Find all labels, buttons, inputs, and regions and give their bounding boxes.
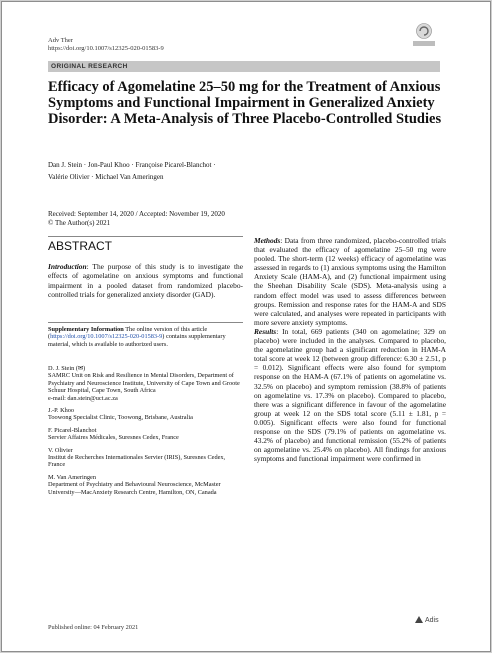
article-dates [48,210,225,227]
journal-header [48,37,164,53]
methods-label: Methods [254,236,281,245]
affiliation-name: D. J. Stein (✉) [48,365,86,372]
publisher-logo [415,616,439,624]
affiliation-address: Servier Affaires Médicales, Suresnes Cedex, France [48,434,179,442]
affiliation-name: V. Olivier [48,446,73,454]
affiliation-name: M. Van Ameringen [48,473,96,481]
check-for-updates-logo[interactable] [410,22,438,48]
introduction-label: Introduction [48,262,87,271]
affiliation-khoo [48,407,243,422]
published-date: Published online: 04 February 2021 [48,624,139,631]
abstract-introduction [48,262,243,300]
publisher-name: Adis [425,617,439,624]
paper-title: Efficacy of Agomelatine 25–50 mg for the Treatment of Anxious Symptoms and Functional Impairment in Generalized Anxiety Disorder: A Meta-Analysis of Three Placebo-Controlled Studies [48,79,442,127]
abstract-results [254,327,446,463]
abstract-right-column [254,236,446,463]
supplementary-text-before: The online version of this article ( [48,326,208,341]
abstract-methods [254,236,446,327]
received-accepted-dates: Received: September 14, 2020 / Accepted: November 19, 2020 [48,210,225,218]
section-label: ORIGINAL RESEARCH [48,61,440,72]
affiliation-address: Institut de Recherches Internationales Servier (IRIS), Suresnes Cedex, France [48,454,226,469]
supplementary-information [48,322,243,348]
results-label: Results [254,326,277,336]
affiliation-name: J.-P. Khoo [48,407,75,415]
author-line-2: Valérie Olivier · Michael Van Ameringen [48,173,164,181]
affiliation-van-ameringen [48,474,243,496]
supplementary-label: Supplementary Information [48,326,124,333]
affiliation-name: F. Picarel-Blanchot [48,426,97,434]
abstract-heading: ABSTRACT [48,236,243,253]
adis-triangle-icon [415,616,423,623]
supplementary-doi-link[interactable]: https://doi.org/10.1007/s12325-020-01583-9 [50,333,163,341]
affiliation-address: Toowong Specialist Clinic, Toowong, Brisbane, Australia [48,414,193,422]
author-list [48,159,216,183]
paper-page [1,1,491,652]
affiliation-address: SAMRC Unit on Risk and Resilience in Mental Disorders, Department of Psychiatry and Neuroscience Institute, University of Cape Town and Groote Schuur Hospital, Cape Town, South Africa [48,372,240,395]
results-text: : In total, 669 patients (340 on agomelatine; 329 on placebo) were included in the analyses. Compared to placebo, the agomelatine group had a significant reduction in HAM-A total score at week 12 (between group difference: 6.30 ± 2.51, p = 0.012). Significant effects were also found for symptom response on the HAM-A (67.1% of patients on agomelatine vs. 32.5% on placebo) and symptom remission (38.8% of patients on agomelatine vs. 17.3% on placebo). Compared to placebo, there was a significant difference in favour of the agomelatine group at week 12 on the SDS total score (5.11 ± 1.81, p = 0.005). Significant effects were also found for functional response on the SDS (79.1% of patients on agomelatine vs. 43.2% of placebo) and functional remission (55.2% of patients on agomelatine vs. 25.4% on placebo). All findings for anxious symptoms and functional impairment were confirmed in [254,326,446,464]
journal-doi: https://doi.org/10.1007/s12325-020-01583-9 [48,45,164,52]
affiliation-picarel-blanchot [48,427,243,442]
journal-name: Adv Ther [48,37,73,44]
affiliation-stein [48,365,243,402]
affiliation-email[interactable]: e-mail: dan.stein@uct.ac.za [48,394,118,402]
affiliation-address: Department of Psychiatry and Behavioural Neuroscience, McMaster University—MacAnxiety Research Centre, Hamilton, ON, Canada [48,481,221,496]
supplementary-text-after: ) contains supplementary material, which is available to authorized users. [48,333,226,348]
introduction-text: : The purpose of this study is to investigate the effects of agomelatine on anxious symptoms and functional impairment in a pooled dataset from randomized placebo-controlled trials for generalized anxiety disorder (GAD). [48,262,243,300]
affiliations [48,365,243,501]
copyright-notice: © The Author(s) 2021 [48,218,111,227]
author-line-1: Dan J. Stein · Jon-Paul Khoo · Françoise Picarel-Blanchot · [48,161,216,169]
affiliation-olivier [48,447,243,469]
methods-text: : Data from three randomized, placebo-controlled trials that evaluated the efficacy of agomelatine 25–50 mg were pooled. The short-term (12 weeks) efficacy of agomelatine was assessed in regards to (1) anxious symptoms using the Hamilton Anxiety Scale (HAM-A), and (2) functional impairment using the Sheehan Disability Scale (SDS). Meta-analysis using a random effect model was used to assess differences between groups. Remission and response rates for the HAM-A and SDS were calculated, and analyses were repeated in participants with more severe anxiety symptoms. [254,236,446,327]
